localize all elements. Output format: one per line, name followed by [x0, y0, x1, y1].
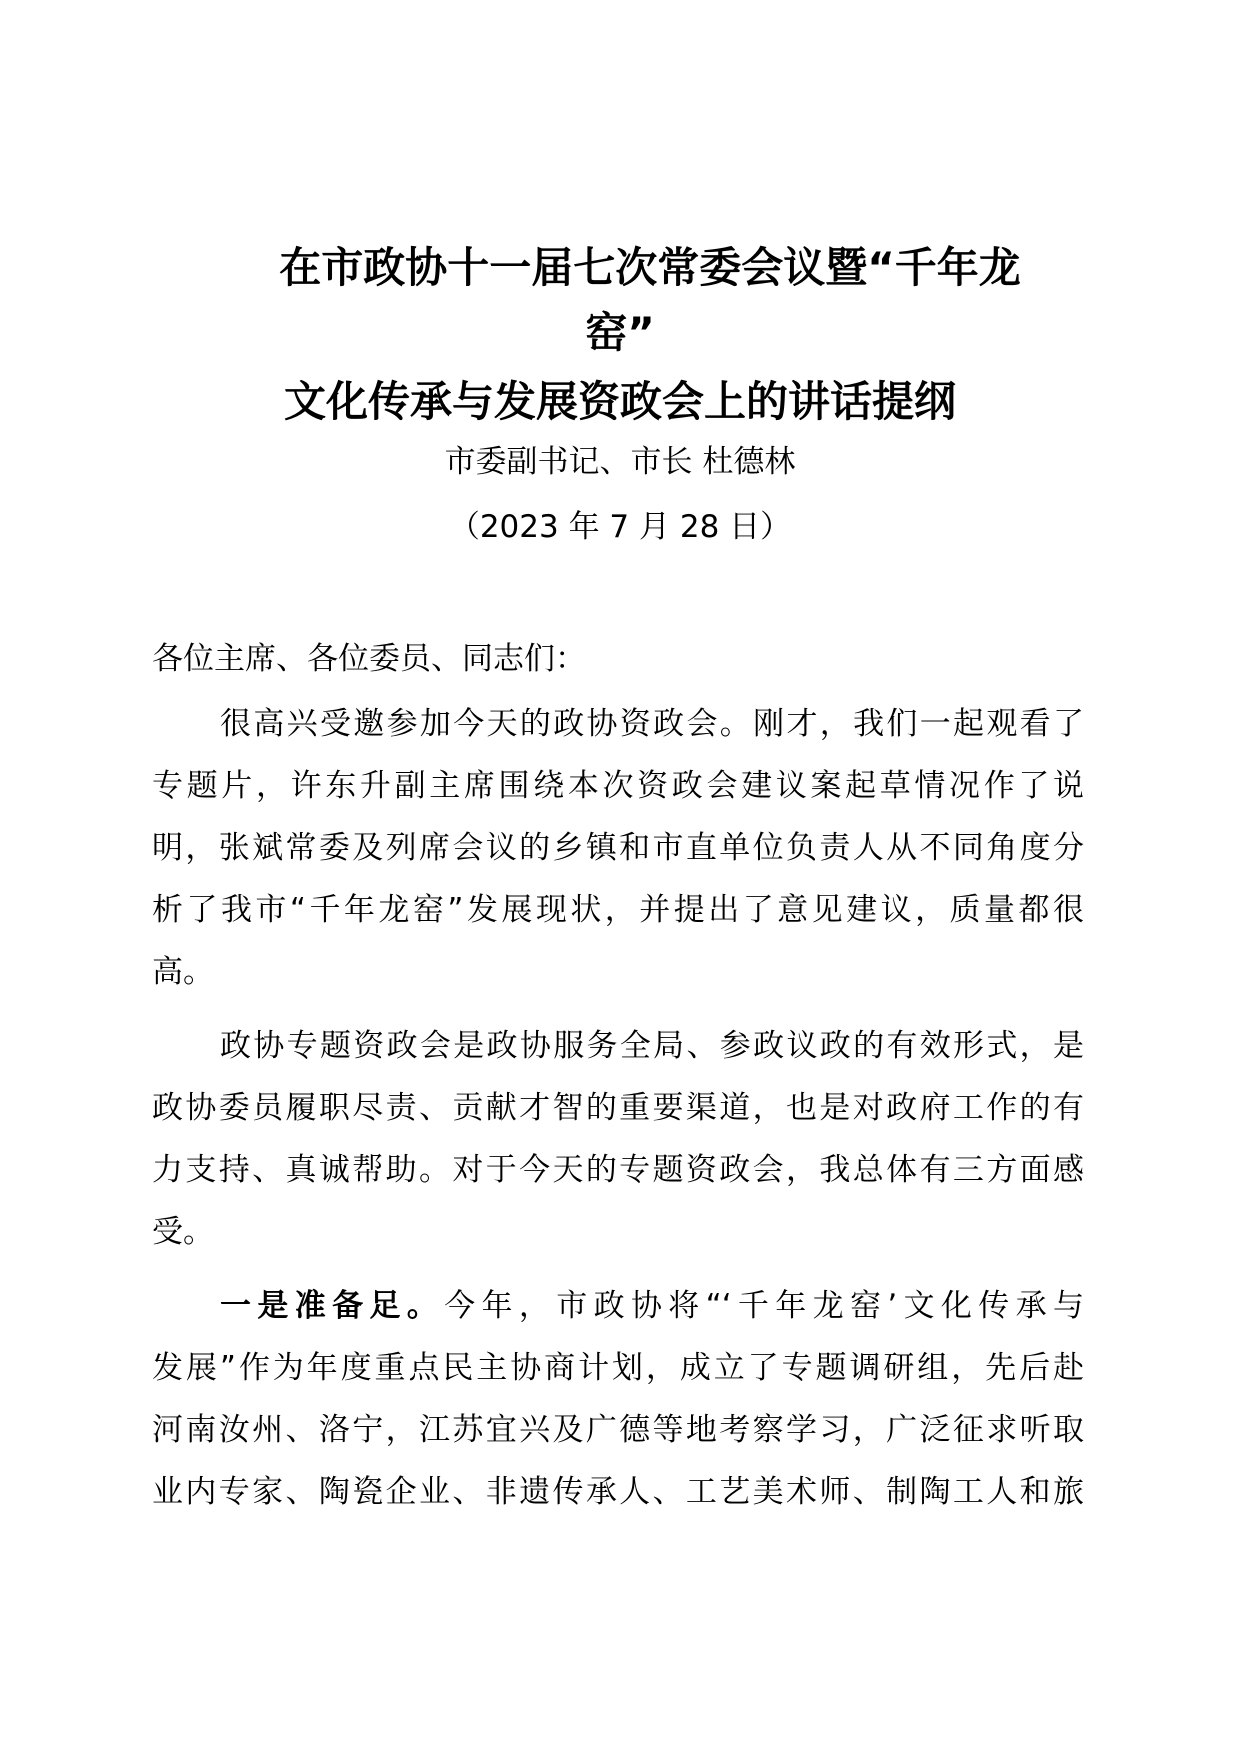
- paragraph-1-line-5: 高。: [152, 954, 214, 990]
- document-title-line-1: 在市政协十一届七次常委会议暨“千年龙: [279, 243, 1021, 292]
- speaker-line: 市委副书记、市长 杜德林: [444, 444, 796, 480]
- paragraph-1-line-4: 析了我市“千年龙窑”发展现状，并提出了意见建议，质量都很: [152, 892, 1084, 928]
- paragraph-3-line-3: 河南汝州、洛宁，江苏宜兴及广德等地考察学习，广泛征求听取: [152, 1412, 1084, 1448]
- paragraph-3-line-2: 发展”作为年度重点民主协商计划，成立了专题调研组，先后赴: [152, 1350, 1084, 1386]
- paragraph-3-line-1-text: 今年，市政协将“‘千年龙窑’文化传承与: [444, 1288, 1084, 1324]
- paragraph-3-lead: 一是准备足。: [220, 1288, 445, 1324]
- document-title-line-2: 窑”: [585, 308, 655, 357]
- paragraph-3-line-1: [220, 1284, 1084, 1328]
- paragraph-2-line-4: 受。: [152, 1214, 214, 1250]
- paragraph-1-line-3: 明，张斌常委及列席会议的乡镇和市直单位负责人从不同角度分: [152, 830, 1084, 866]
- salutation: 各位主席、各位委员、同志们：: [152, 641, 586, 677]
- paragraph-2-line-1: 政协专题资政会是政协服务全局、参政议政的有效形式，是: [220, 1028, 1084, 1064]
- paragraph-2-line-2: 政协委员履职尽责、贡献才智的重要渠道，也是对政府工作的有: [152, 1090, 1084, 1126]
- paragraph-3-line-4: 业内专家、陶瓷企业、非遗传承人、工艺美术师、制陶工人和旅: [152, 1474, 1084, 1510]
- paragraph-2-line-3: 力支持、真诚帮助。对于今天的专题资政会，我总体有三方面感: [152, 1152, 1084, 1188]
- speech-date: （2023 年 7 月 28 日）: [448, 509, 792, 545]
- paragraph-1-line-2: 专题片，许东升副主席围绕本次资政会建议案起草情况作了说: [152, 768, 1084, 804]
- paragraph-1-line-1: 很高兴受邀参加今天的政协资政会。刚才，我们一起观看了: [220, 706, 1084, 742]
- document-title-line-3: 文化传承与发展资政会上的讲话提纲: [283, 377, 956, 426]
